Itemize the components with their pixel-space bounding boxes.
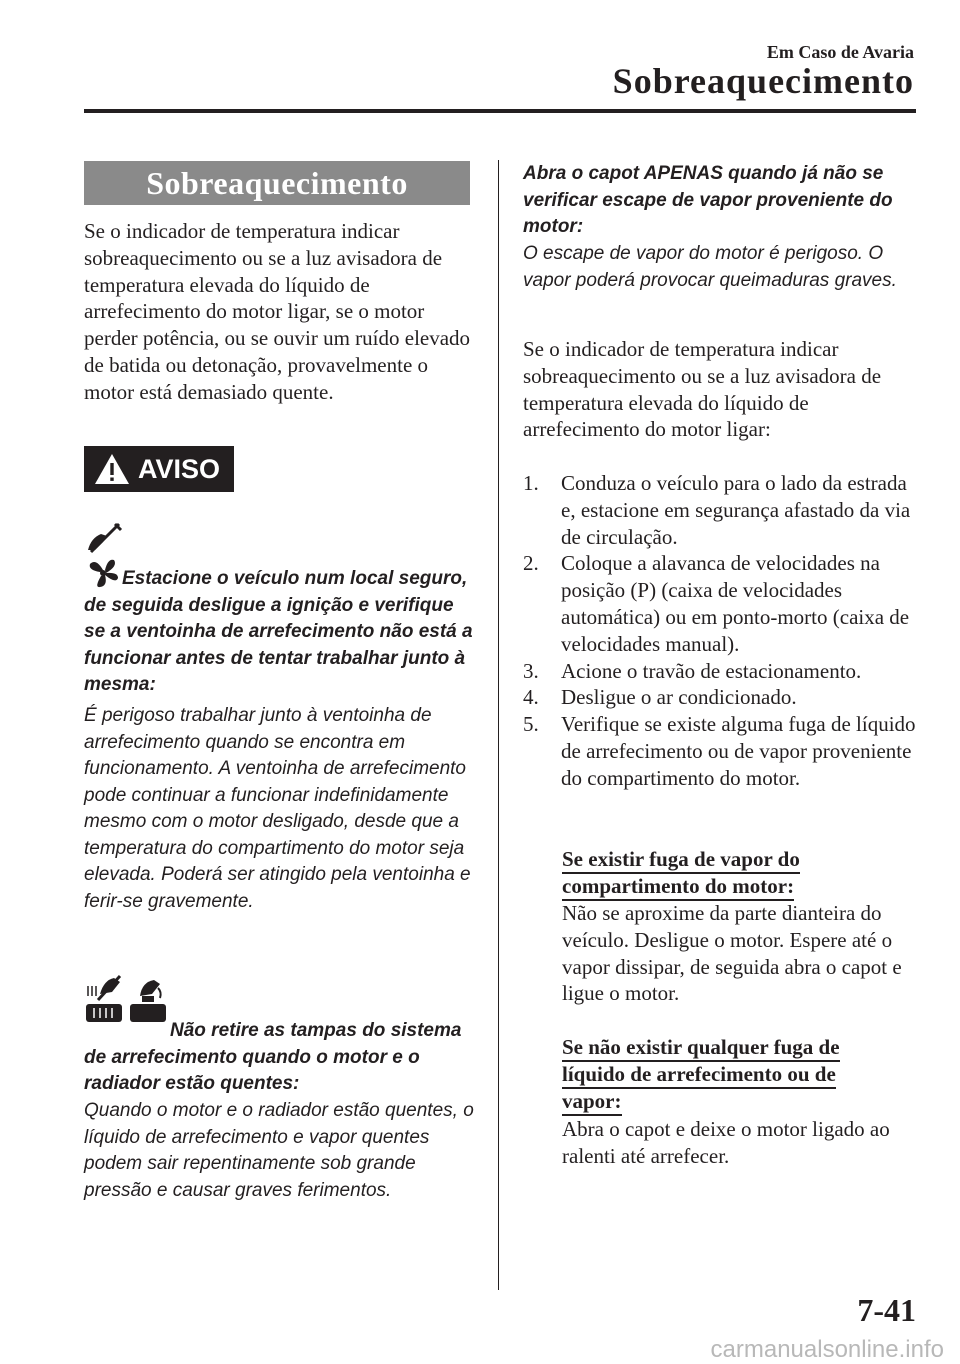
list-item: 4. Desligue o ar condicionado. — [523, 685, 797, 710]
list-item: 3. Acione o travão de estacionamento. — [523, 658, 862, 683]
column-divider — [498, 160, 499, 1290]
chapter-title: Em Caso de Avaria — [766, 42, 914, 62]
section-title: Sobreaquecimento — [84, 161, 470, 205]
list-item: 2. Coloque a alavanca de velocidades na posição (P) (caixa de velocidades automática) ou em ponto-morto (caixa de velocidades manual). — [523, 551, 910, 656]
hand-crossed-icon — [85, 520, 125, 556]
no-leak-heading: Se não existir qualquer fuga de líquido de arrefecimento ou de vapor: — [562, 1034, 862, 1114]
no-leak-body: Abra o capot e deixe o motor ligado ao ralenti até arrefecer. — [562, 1117, 890, 1168]
radiator-cap-warning-icon — [128, 974, 168, 1024]
warning-label: AVISO — [138, 453, 221, 484]
header-rule — [84, 109, 916, 113]
cap-warning-body: Quando o motor e o radiador estão quentes, o líquido de arrefecimento e vapor quentes podem sair repentinamente sob grande pressão e causar graves ferimentos. — [84, 1100, 474, 1201]
page-number: 7-41 — [857, 1292, 916, 1328]
hood-warning-heading: Abra o capot APENAS quando já não se verificar escape de vapor proveniente do motor: — [523, 163, 893, 237]
list-item: 1. Conduza o veículo para o lado da estrada e, estacione em segurança afastado da via de circulação. — [523, 471, 911, 549]
fan-warning-heading: Estacione o veículo num local seguro, de seguida desligue a ignição e verifique se a ventoinha de arrefecimento não está a funcionar antes de tentar trabalhar junto à mesma: — [84, 568, 473, 695]
cap-warning-heading: Não retire as tampas do sistema de arrefecimento quando o motor e o radiador estão quentes: — [84, 1020, 462, 1094]
steps-list — [523, 470, 923, 792]
warning-banner — [84, 446, 234, 492]
right-intro-paragraph: Se o indicador de temperatura indicar sobreaquecimento ou se a luz avisadora de temperatura elevada do líquido de arrefecimento do motor ligar: — [523, 337, 882, 442]
warning-triangle-icon — [92, 451, 132, 487]
list-item: 5. Verifique se existe alguma fuga de líquido de arrefecimento ou de vapor proveniente do compartimento do motor. — [523, 712, 916, 790]
fan-warning-body: É perigoso trabalhar junto à ventoinha de arrefecimento quando se encontra em funcionamento. A ventoinha de arrefecimento pode continuar a funcionar indefinidamente mesmo com o motor desligado, desde que a temperatura do compartimento do motor seja elevada. Poderá ser atingido pela ventoinha e ferir-se gravemente. — [84, 705, 471, 912]
intro-paragraph: Se o indicador de temperatura indicar sobreaquecimento ou se a luz avisadora de temperatura elevada do líquido de arrefecimento do motor ligar, se o motor perder potência, ou se ouvir um ruído elevado de batida ou detonação, provavelmente o motor está demasiado quente. — [84, 219, 471, 404]
watermark: carmanualsonline.info — [710, 1336, 944, 1363]
steam-leak-body: Não se aproxime da parte dianteira do veículo. Desligue o motor. Espere até o vapor dissipar, de seguida abra o capot e ligue o motor. — [562, 901, 902, 1006]
radiator-crossed-icon — [84, 974, 124, 1024]
hood-warning-body: O escape de vapor do motor é perigoso. O vapor poderá provocar queimaduras graves. — [523, 243, 897, 291]
page-title: Sobreaquecimento — [612, 61, 914, 101]
steam-leak-heading: Se existir fuga de vapor do compartimento do motor: — [562, 846, 852, 900]
